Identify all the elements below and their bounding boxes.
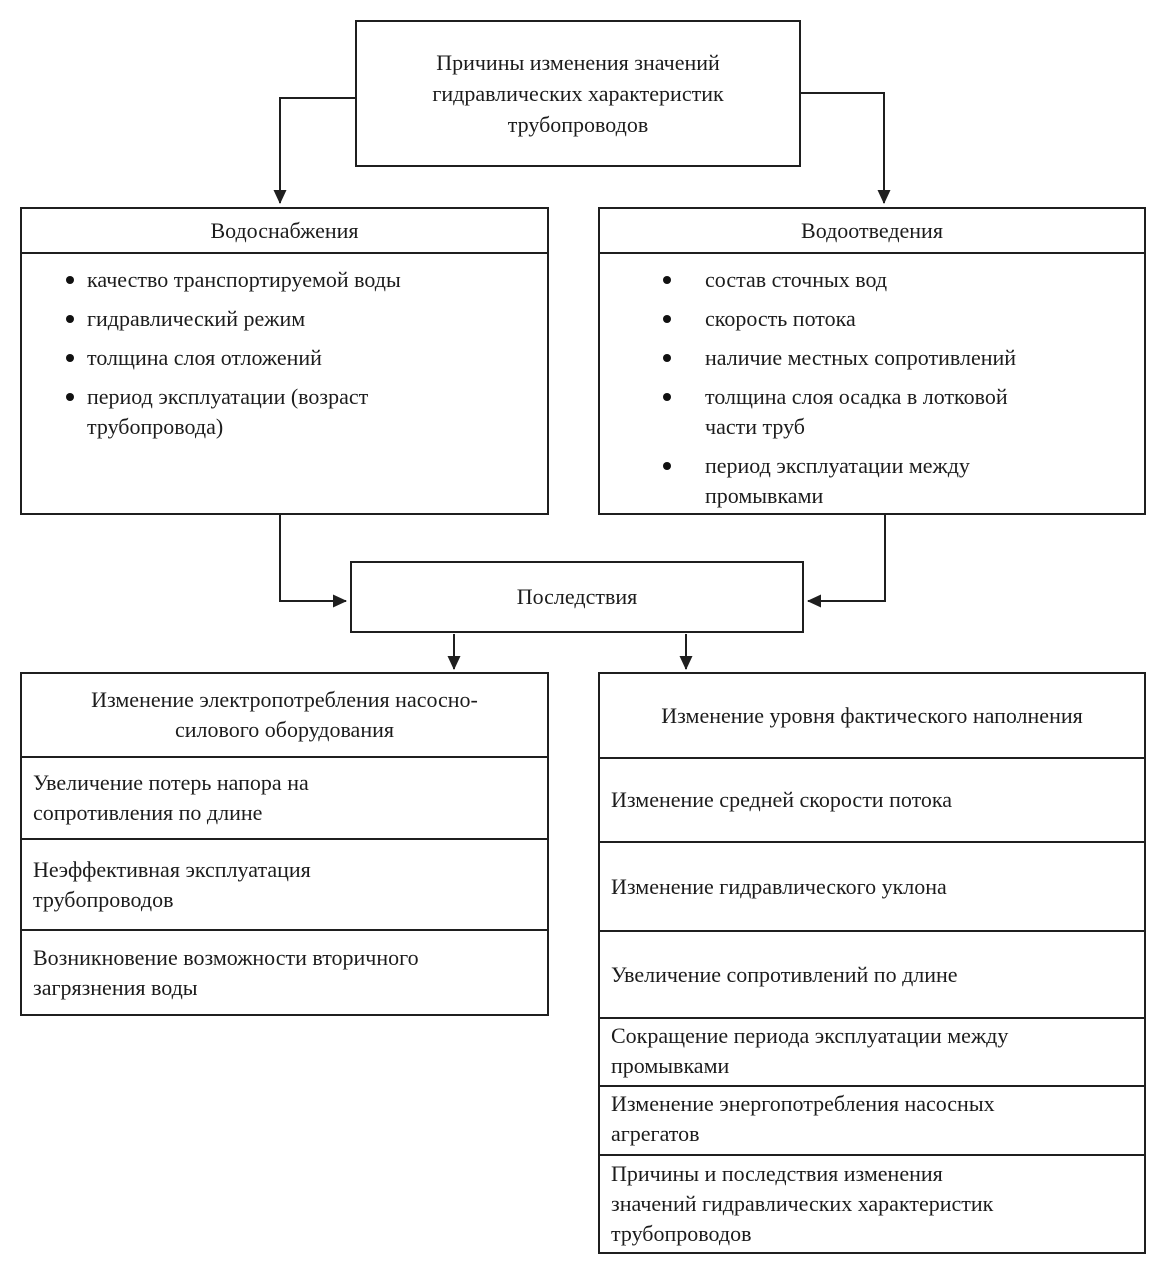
filling-effects-title: Изменение уровня фактического наполнения: [661, 702, 1083, 728]
table-row: [22, 758, 547, 838]
list-item-text: период эксплуатации (возраст трубопровода): [87, 384, 369, 439]
list-item-text: наличие местных сопротивлений: [705, 345, 1017, 370]
list-item-text: качество транспортируемой воды: [87, 267, 401, 292]
table-row-text: Изменение средней скорости потока: [611, 787, 953, 812]
table-row-text: Изменение энергопотребления насосных агрегатов: [611, 1091, 995, 1146]
bullet-icon: [663, 354, 671, 362]
table-row-text: Неэффективная эксплуатация трубопроводов: [33, 856, 311, 912]
list-item-text: гидравлический режим: [87, 306, 306, 331]
bullet-icon: [663, 315, 671, 323]
root-cause-title: Причины изменения значений гидравлических характеристик трубопроводов: [432, 50, 724, 137]
table-row: [600, 1154, 1144, 1252]
list-item: [705, 451, 1057, 511]
list-item-text: толщина слоя осадка в лотковой части труб: [705, 384, 1008, 439]
water-supply-header: Водоснабжения: [22, 209, 547, 254]
list-item: [705, 304, 1057, 334]
table-row: [22, 929, 547, 1014]
power-effects-box: [20, 672, 549, 1016]
table-row-text: Сокращение периода эксплуатации между промывками: [611, 1023, 1009, 1078]
table-row-text: Увеличение сопротивлений по длине: [611, 961, 958, 987]
list-item-text: скорость потока: [705, 306, 856, 331]
bullet-icon: [663, 462, 671, 470]
consequences-title: Последствия: [516, 584, 638, 609]
consequences-box: [350, 561, 804, 633]
table-row: [600, 841, 1144, 930]
bullet-icon: [66, 393, 74, 401]
table-row: [600, 759, 1144, 841]
water-disposal-header: Водоотведения: [600, 209, 1144, 254]
filling-effects-header: [600, 674, 1144, 759]
arrow-water-disposal-to-consequences: [808, 514, 885, 601]
root-cause-box: [355, 20, 801, 167]
list-item: [705, 265, 1057, 295]
water-disposal-list: [600, 265, 1144, 511]
list-item: [705, 382, 1057, 442]
table-row-text: Изменение гидравлического уклона: [611, 873, 947, 899]
bullet-icon: [663, 393, 671, 401]
power-effects-header: [22, 674, 547, 758]
list-item-text: толщина слоя отложений: [87, 345, 322, 370]
table-row-text: Возникновение возможности вторичного загрязнения воды: [33, 944, 419, 1000]
water-supply-box: [20, 207, 549, 515]
list-item: [705, 343, 1057, 373]
table-row-text: Причины и последствия изменения значений гидравлических характеристик трубопроводов: [611, 1161, 994, 1246]
list-item: [87, 382, 477, 442]
list-item: [87, 304, 477, 334]
bullet-icon: [66, 276, 74, 284]
table-row: [600, 1085, 1144, 1154]
table-row: [22, 838, 547, 929]
list-item: [87, 265, 477, 295]
table-row: [600, 1017, 1144, 1085]
list-item: [87, 343, 477, 373]
water-supply-list: [22, 265, 547, 442]
filling-effects-box: [598, 672, 1146, 1254]
list-item-text: состав сточных вод: [705, 267, 888, 292]
arrow-water-supply-to-consequences: [280, 514, 346, 601]
list-item-text: период эксплуатации между промывками: [705, 453, 970, 508]
bullet-icon: [66, 354, 74, 362]
power-effects-title: Изменение электропотребления насосно-силового оборудования: [91, 687, 478, 742]
bullet-icon: [66, 315, 74, 323]
arrow-root-to-water-supply: [280, 98, 356, 203]
table-row-text: Увеличение потерь напора на сопротивления по длине: [33, 770, 309, 825]
arrow-root-to-water-disposal: [799, 93, 884, 203]
table-row: [600, 930, 1144, 1017]
bullet-icon: [663, 276, 671, 284]
water-disposal-box: [598, 207, 1146, 515]
